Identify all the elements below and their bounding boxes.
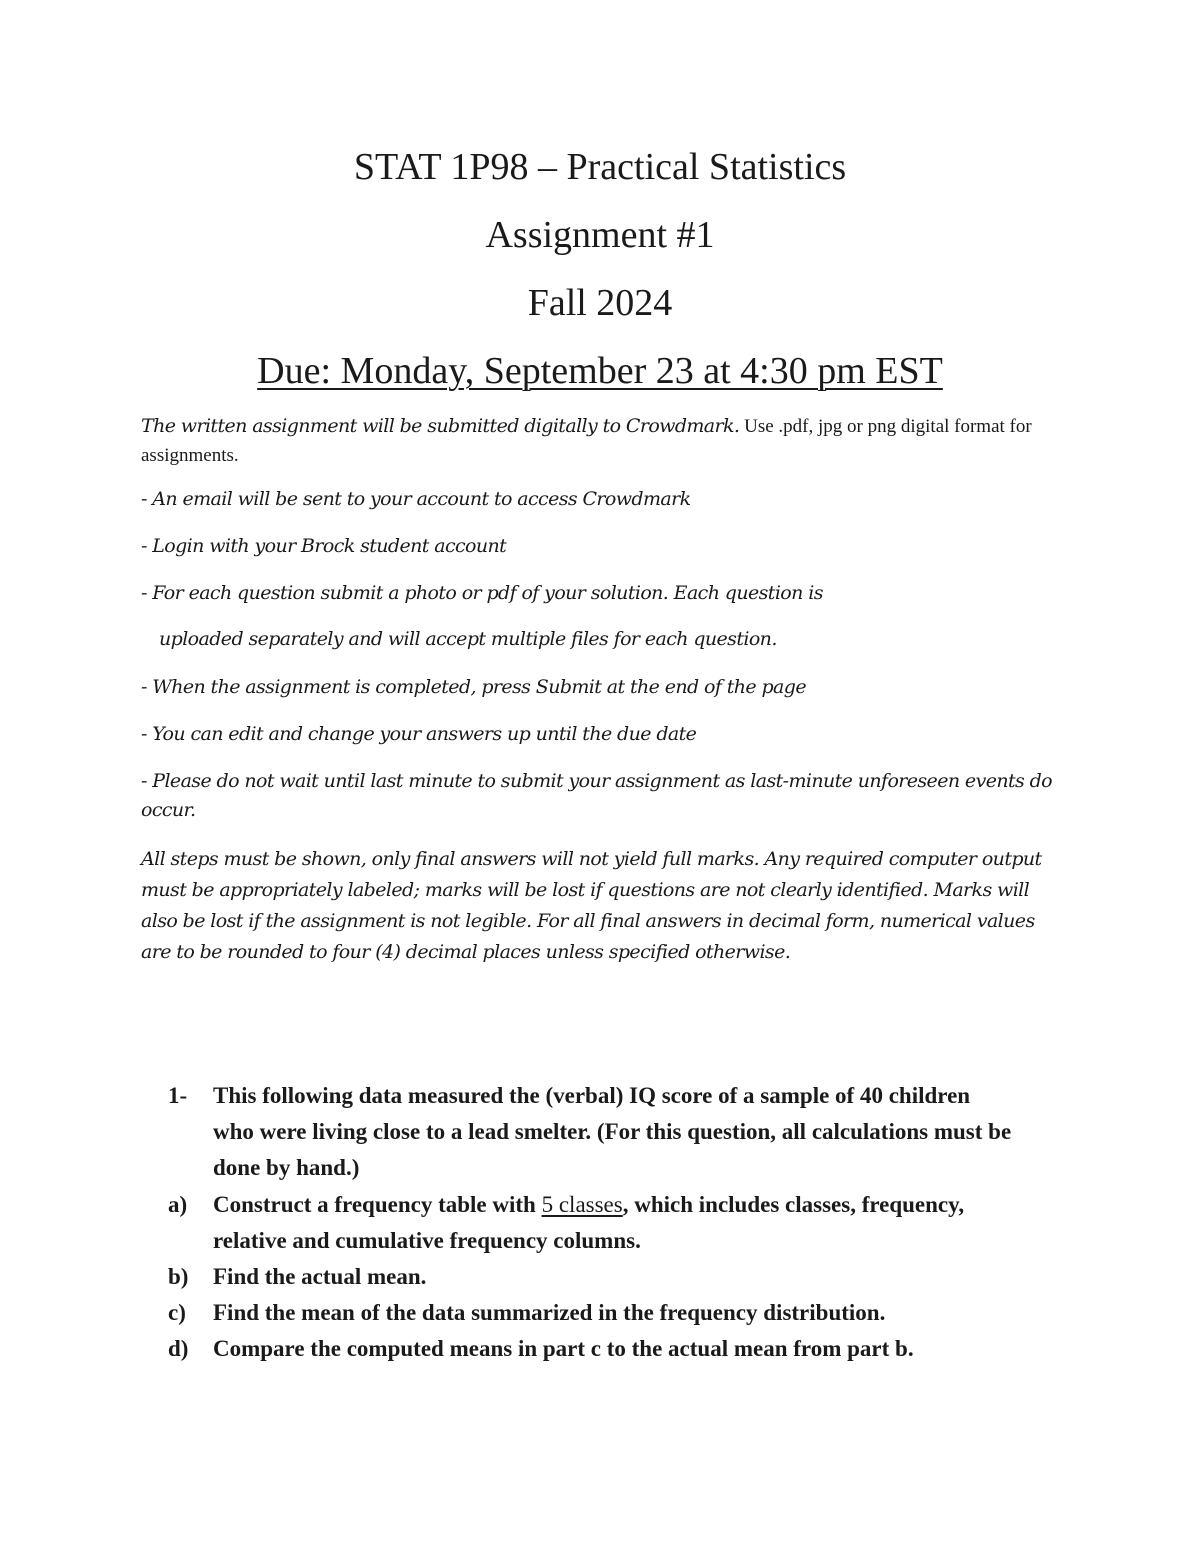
part-a-text-after: , which includes classes, frequency, relative and cumulative frequency columns. bbox=[213, 1192, 965, 1253]
part-a-label: a) bbox=[168, 1192, 188, 1217]
assignment-title: Assignment #1 bbox=[485, 214, 715, 256]
part-b-text: Find the actual mean. bbox=[213, 1264, 427, 1289]
instruction-item: - Login with your Brock student account bbox=[141, 535, 507, 557]
due-date: Due: Monday, September 23 at 4:30 pm EST bbox=[257, 350, 943, 392]
course-title: STAT 1P98 – Practical Statistics bbox=[353, 146, 847, 188]
part-a-text-before: Construct a frequency table with bbox=[213, 1192, 542, 1217]
part-d-text: Compare the computed means in part c to the actual mean from part b. bbox=[213, 1336, 914, 1361]
instruction-item: - An email will be sent to your account to access Crowdmark bbox=[141, 488, 691, 510]
part-c-text: Find the mean of the data summarized in the frequency distribution. bbox=[213, 1300, 886, 1325]
instruction-item: - For each question submit a photo or pdf of your solution. Each question is bbox=[141, 582, 823, 604]
part-d-label: d) bbox=[168, 1336, 189, 1361]
instruction-item: - You can edit and change your answers up until the due date bbox=[141, 723, 697, 745]
instruction-item: - Please do not wait until last minute to submit your assignment as last-minute unforeseen events do occur. bbox=[141, 770, 1053, 821]
marking-note: All steps must be shown, only final answers will not yield full marks. Any required computer output must be appropriately labeled; marks will be lost if questions are not clearly identified. Marks will also be lost if the assignment is not legible. For all final answers in decimal form, numerical values are to be rounded to four (4) decimal places unless specified otherwise. bbox=[141, 848, 1042, 963]
submission-intro-format: Use .pdf, jpg or png digital format for assignments. bbox=[141, 416, 1032, 466]
part-a-text bbox=[213, 1187, 1013, 1259]
question-text: This following data measured the (verbal) IQ score of a sample of 40 children who were living close to a lead smelter. (For this question, all calculations must be done by hand.) bbox=[213, 1083, 1012, 1180]
term: Fall 2024 bbox=[527, 282, 673, 324]
instruction-item-continued: uploaded separately and will accept multiple files for each question. bbox=[159, 628, 777, 650]
question-number: 1- bbox=[168, 1083, 188, 1108]
part-b-label: b) bbox=[168, 1264, 189, 1289]
instruction-item: - When the assignment is completed, press Submit at the end of the page bbox=[141, 676, 806, 698]
part-c-label: c) bbox=[168, 1300, 186, 1325]
submission-intro-italic: The written assignment will be submitted digitally to Crowdmark. bbox=[141, 415, 740, 437]
part-a-underlined: 5 classes bbox=[541, 1192, 623, 1217]
submission-intro bbox=[141, 412, 1061, 470]
